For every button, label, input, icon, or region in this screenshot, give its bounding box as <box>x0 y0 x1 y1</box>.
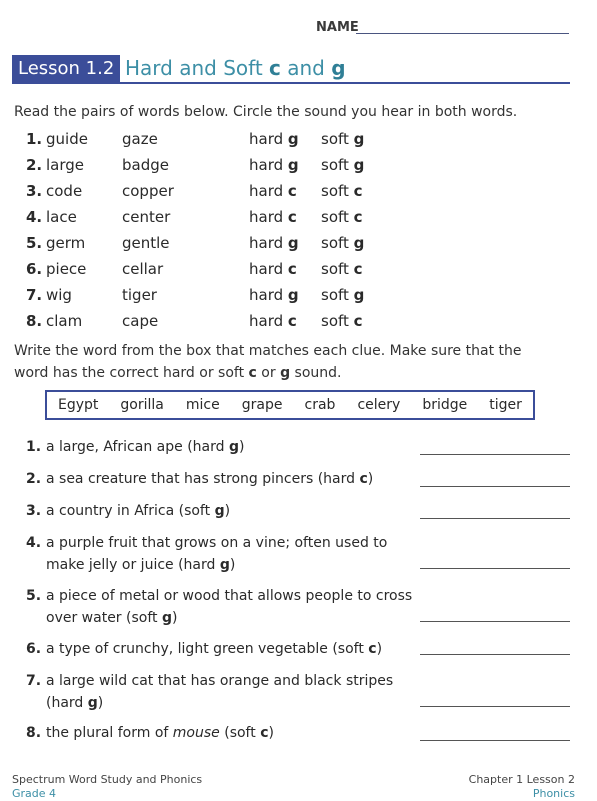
clue-number: 8. <box>26 725 42 741</box>
hard-sound-choice[interactable]: hard g <box>249 156 299 174</box>
answer-line[interactable] <box>420 706 570 707</box>
soft-sound-choice[interactable]: soft g <box>321 286 365 304</box>
title-underline <box>12 82 570 84</box>
pair-word-1: germ <box>46 234 86 252</box>
answer-line[interactable] <box>420 568 570 569</box>
clue-number: 1. <box>26 439 42 455</box>
pair-word-1: piece <box>46 260 87 278</box>
word-bank-word: tiger <box>489 397 522 413</box>
pair-number: 4. <box>26 208 43 226</box>
word-bank-box <box>45 390 535 420</box>
grade-label: Grade 4 <box>12 787 57 800</box>
pair-word-2: gentle <box>122 234 170 252</box>
lesson-title: Hard and Soft c and g <box>125 56 346 80</box>
pair-word-1: large <box>46 156 85 174</box>
pair-number: 1. <box>26 130 43 148</box>
pair-number: 2. <box>26 156 43 174</box>
clue-number: 3. <box>26 503 42 519</box>
hard-sound-choice[interactable]: hard g <box>249 234 299 252</box>
answer-line[interactable] <box>420 654 570 655</box>
pair-number: 8. <box>26 312 43 330</box>
word-bank-word: bridge <box>422 397 468 413</box>
pair-word-1: clam <box>46 312 83 330</box>
clue-number: 6. <box>26 641 42 657</box>
answer-line[interactable] <box>420 740 570 741</box>
pair-number: 6. <box>26 260 43 278</box>
answer-line[interactable] <box>420 454 570 455</box>
soft-sound-choice[interactable]: soft c <box>321 260 363 278</box>
answer-line[interactable] <box>420 518 570 519</box>
pair-word-2: center <box>122 208 171 226</box>
name-label: NAME <box>316 20 359 35</box>
answer-line[interactable] <box>420 486 570 487</box>
clue-number: 4. <box>26 535 42 551</box>
soft-sound-choice[interactable]: soft c <box>321 182 363 200</box>
clue-number: 5. <box>26 588 42 604</box>
part1-instruction: Read the pairs of words below. Circle the sound you hear in both words. <box>14 104 518 120</box>
clue-number: 2. <box>26 471 42 487</box>
hard-sound-choice[interactable]: hard c <box>249 182 297 200</box>
word-bank-word: gorilla <box>120 397 164 413</box>
name-answer-line[interactable] <box>356 33 569 34</box>
clue-text: a purple fruit that grows on a vine; often used to make jelly or juice (hard g) <box>46 535 388 573</box>
hard-sound-choice[interactable]: hard g <box>249 130 299 148</box>
footer-chapter-info <box>469 773 575 801</box>
pair-word-2: gaze <box>122 130 158 148</box>
pair-word-2: badge <box>122 156 169 174</box>
part2-instruction: Write the word from the box that matches each clue. Make sure that the word has the correct hard or soft c or g sound. <box>14 343 522 381</box>
subject-label: Phonics <box>532 787 575 800</box>
pair-word-2: tiger <box>122 286 157 304</box>
soft-sound-choice[interactable]: soft c <box>321 312 363 330</box>
hard-sound-choice[interactable]: hard g <box>249 286 299 304</box>
soft-sound-choice[interactable]: soft g <box>321 130 365 148</box>
word-bank-word: Egypt <box>58 397 99 413</box>
clue-text: a large wild cat that has orange and black stripes (hard g) <box>46 673 394 711</box>
soft-sound-choice[interactable]: soft c <box>321 208 363 226</box>
hard-sound-choice[interactable]: hard c <box>249 312 297 330</box>
answer-line[interactable] <box>420 621 570 622</box>
footer-book-info <box>12 773 202 801</box>
clue-text: a piece of metal or wood that allows people to cross over water (soft g) <box>46 588 413 626</box>
word-bank-word: grape <box>241 397 283 413</box>
pair-number: 7. <box>26 286 43 304</box>
pair-word-2: copper <box>122 182 174 200</box>
pair-word-1: lace <box>46 208 77 226</box>
book-title: Spectrum Word Study and Phonics <box>12 773 203 786</box>
clue-text: a large, African ape (hard g) <box>46 439 245 455</box>
pair-word-1: guide <box>46 130 88 148</box>
pair-word-1: code <box>46 182 83 200</box>
clue-text: a sea creature that has strong pincers (hard c) <box>46 471 374 487</box>
lesson-number: Lesson 1.2 <box>12 55 120 82</box>
word-bank-word: mice <box>185 397 220 413</box>
pair-word-1: wig <box>46 286 72 304</box>
word-bank-word: crab <box>304 397 336 413</box>
clue-text: a type of crunchy, light green vegetable (soft c) <box>46 641 383 657</box>
clue-number: 7. <box>26 673 42 689</box>
pair-word-2: cape <box>122 312 159 330</box>
clue-text: the plural form of mouse (soft c) <box>46 725 274 741</box>
word-bank-word: celery <box>357 397 401 413</box>
hard-sound-choice[interactable]: hard c <box>249 260 297 278</box>
chapter-label: Chapter 1 Lesson 2 <box>468 773 575 786</box>
pair-word-2: cellar <box>122 260 164 278</box>
soft-sound-choice[interactable]: soft g <box>321 234 365 252</box>
hard-sound-choice[interactable]: hard c <box>249 208 297 226</box>
pair-number: 5. <box>26 234 43 252</box>
soft-sound-choice[interactable]: soft g <box>321 156 365 174</box>
pair-number: 3. <box>26 182 43 200</box>
lesson-title-bar <box>12 55 570 83</box>
clue-text: a country in Africa (soft g) <box>46 503 231 519</box>
